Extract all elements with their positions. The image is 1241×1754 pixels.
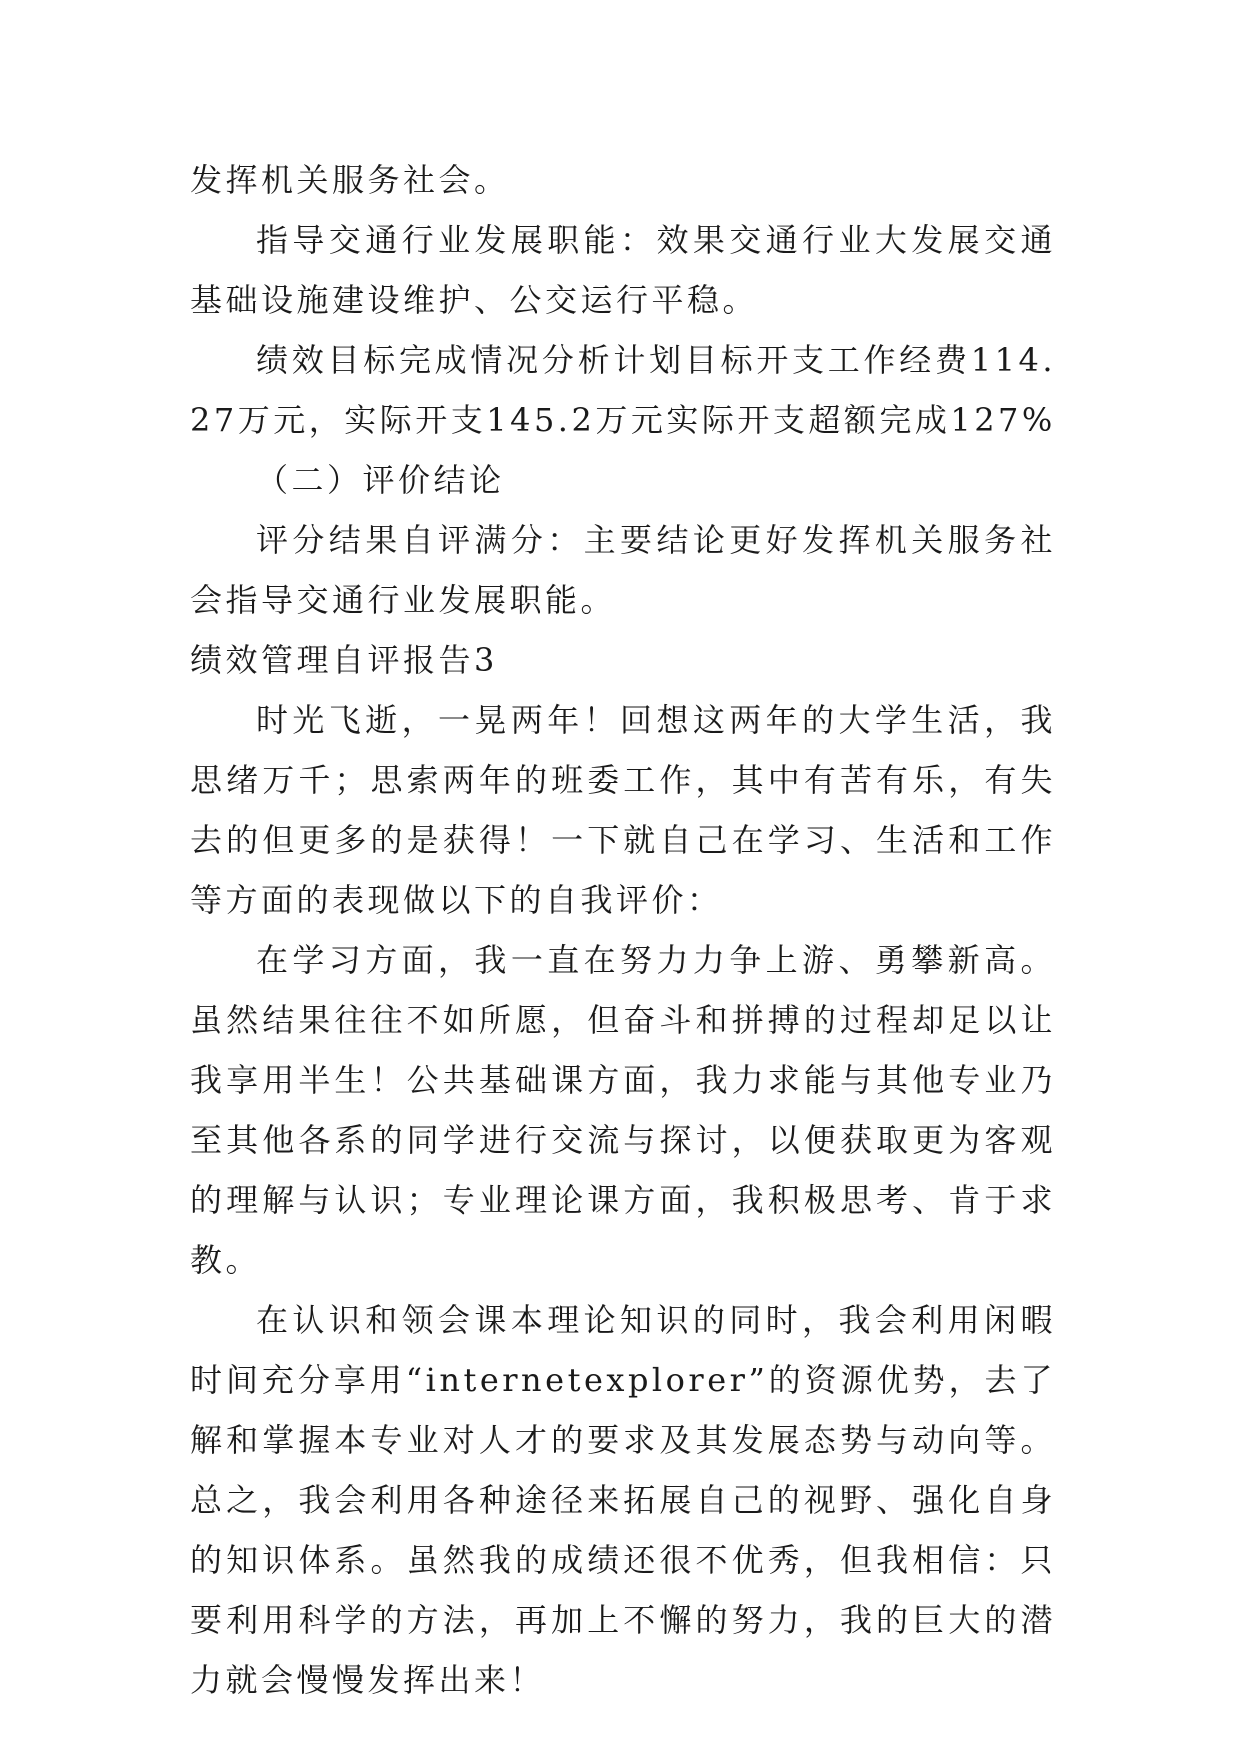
paragraph-traffic-guidance: 指导交通行业发展职能：效果交通行业大发展交通基础设施建设维护、公交运行平稳。: [190, 221, 1056, 319]
section-heading-evaluation-conclusion: （二）评价结论: [256, 461, 505, 499]
report-title: 绩效管理自评报告3: [190, 641, 498, 679]
paragraph-performance-analysis: 绩效目标完成情况分析计划目标开支工作经费114.27万元，实际开支145.2万元实际开支超额完成127%: [190, 341, 1056, 439]
paragraph-continuation: 发挥机关服务社会。: [190, 161, 510, 199]
document-page: [190, 150, 1056, 1710]
paragraph-score-result: 评分结果自评满分：主要结论更好发挥机关服务社会指导交通行业发展职能。: [190, 521, 1056, 619]
paragraph-knowledge: 在认识和领会课本理论知识的同时，我会利用闲暇时间充分享用“internetexplorer”的资源优势，去了解和掌握本专业对人才的要求及其发展态势与动向等。总之，我会利用各种途径来拓展自己的视野、强化自身的知识体系。虽然我的成绩还很不优秀，但我相信：只要利用科学的方法，再加上不懈的努力，我的巨大的潜力就会慢慢发挥出来！: [190, 1301, 1056, 1699]
paragraph-time-flies: 时光飞逝，一晃两年！回想这两年的大学生活，我思绪万千；思索两年的班委工作，其中有苦有乐，有失去的但更多的是获得！一下就自己在学习、生活和工作等方面的表现做以下的自我评价：: [190, 701, 1056, 919]
paragraph-study: 在学习方面，我一直在努力力争上游、勇攀新高。虽然结果往往不如所愿，但奋斗和拼搏的过程却足以让我享用半生！公共基础课方面，我力求能与其他专业乃至其他各系的同学进行交流与探讨，以便获取更为客观的理解与认识；专业理论课方面，我积极思考、肯于求教。: [190, 941, 1056, 1279]
